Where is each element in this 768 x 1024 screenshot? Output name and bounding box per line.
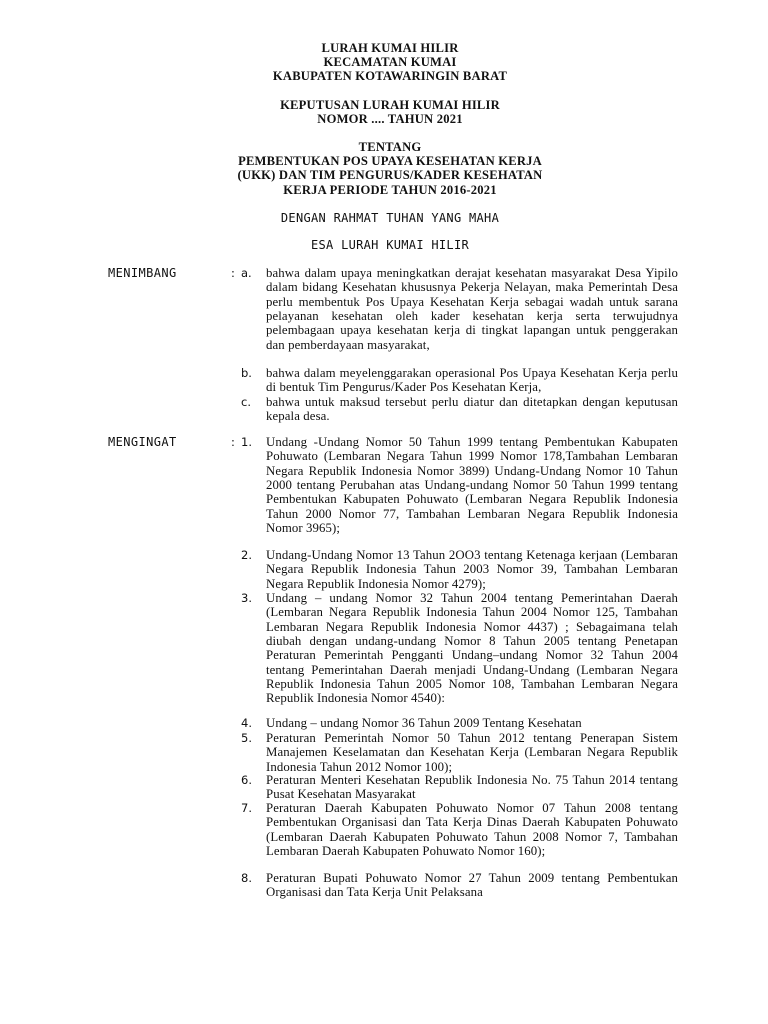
- item-text: Undang -Undang Nomor 50 Tahun 1999 tentang Pembentukan Kabupaten Pohuwato (Lembaran Negara Tahun 1999 Nomor 178,Tambahan Lembaran Negara Republik Indonesia Nomor 3899) Undang-Undang Nomor 10 Tahun 2000 tentang Perubahan atas Undang-undang Nomor 50 Tahun 1999 tentang Pembentukan Kabupaten Pohuwato (Lembaran Negara Republik Indonesia Tahun 2000 Nomor 77, Tambahan Lembaran Negara Republik Indonesia Nomor 3965);: [266, 435, 678, 536]
- item-marker: b.: [241, 366, 252, 380]
- about-label: TENTANG: [358, 140, 422, 155]
- item-marker: 2.: [241, 548, 252, 562]
- subject-line-1: PEMBENTUKAN POS UPAYA KESEHATAN KERJA: [238, 154, 542, 169]
- blessing-line-1: DENGAN RAHMAT TUHAN YANG MAHA: [280, 210, 500, 225]
- district-title: KECAMATAN KUMAI: [323, 55, 457, 70]
- mengingat-colon: :: [231, 435, 235, 449]
- document-header: [0, 41, 768, 252]
- item-text: Undang – undang Nomor 36 Tahun 2009 Tentang Kesehatan: [266, 716, 582, 730]
- decree-title: KEPUTUSAN LURAH KUMAI HILIR: [280, 97, 500, 112]
- regency-title: KABUPATEN KOTAWARINGIN BARAT: [272, 69, 508, 84]
- decree-number: NOMOR .... TAHUN 2021: [317, 111, 463, 126]
- item-text: bahwa dalam upaya meningkatkan derajat kesehatan masyarakat Desa Yipilo dalam bidang Kesehatan khususnya Pekerja Nelayan, maka Pemerintah Desa perlu membentuk Pos Upaya Kesehatan Kerja sebagai wadah untuk sarana pelayanan kesehatan oleh kader kesehatan kerja serta terwujudnya pelembagaan upaya kesehatan kerja di tingkat lapangan untuk penggerakan dan pemberdayaan masyarakat,: [266, 266, 678, 352]
- item-text: Peraturan Daerah Kabupaten Pohuwato Nomor 07 Tahun 2008 tentang Pembentukan Organisasi dan Tata Kerja Dinas Daerah Kabupaten Pohuwato (Lembaran Daerah Kabupaten Pohuwato Tahun 2008 Nomor 7, Tambahan Lembaran Daerah Kabupaten Pohuwato Nomor 160);: [266, 801, 678, 859]
- item-marker: 1.: [241, 435, 252, 449]
- item-marker: c.: [241, 395, 251, 409]
- item-marker: 8.: [241, 871, 252, 885]
- item-text: Undang-Undang Nomor 13 Tahun 2OO3 tentang Ketenaga kerjaan (Lembaran Negara Republik Indonesia Tahun 2003 Nomor 39, Tambahan Lembaran Negara Republik Indonesia Nomor 4279);: [266, 548, 678, 591]
- item-text: bahwa untuk maksud tersebut perlu diatur dan ditetapkan dengan keputusan kepala desa.: [266, 395, 678, 424]
- item-text: Undang – undang Nomor 32 Tahun 2004 tentang Pemerintahan Daerah (Lembaran Negara Republik Indonesia Tahun 2004 Nomor 125, Tambahan Lembaran Negara Republik Indonesia Nomor 4437) ; Sebagaimana telah diubah dengan undang-undang Nomor 8 Tahun 2005 tentang Penetapan Peraturan Pemerintah Pengganti Undang–undang Nomor 32 Tahun 2004 tentang Pemerintahan Daerah menjadi Undang-Undang (Lembaran Negara Republik Indonesia Tahun 2005 Nomor 108, Tambahan Lembaran Negara Republik Indonesia Nomor 4540):: [266, 591, 678, 706]
- item-marker: 6.: [241, 773, 252, 787]
- item-text: Peraturan Bupati Pohuwato Nomor 27 Tahun 2009 tentang Pembentukan Organisasi dan Tata Kerja Unit Pelaksana: [266, 871, 678, 900]
- menimbang-label: MENIMBANG: [108, 266, 177, 280]
- item-text: bahwa dalam meyelenggarakan operasional Pos Upaya Kesehatan Kerja perlu di bentuk Tim Pengurus/Kader Pos Kesehatan Kerja,: [266, 366, 678, 395]
- subject-line-3: KERJA PERIODE TAHUN 2016-2021: [283, 182, 497, 197]
- blessing-line-2: ESA LURAH KUMAI HILIR: [310, 237, 470, 252]
- item-text: Peraturan Menteri Kesehatan Republik Indonesia No. 75 Tahun 2014 tentang Pusat Kesehatan Masyarakat: [266, 773, 678, 802]
- item-marker: 5.: [241, 731, 252, 745]
- menimbang-colon: :: [231, 266, 235, 280]
- office-title: LURAH KUMAI HILIR: [321, 41, 459, 55]
- item-text: Peraturan Pemerintah Nomor 50 Tahun 2012 tentang Penerapan Sistem Manajemen Keselamatan dan Kesehatan Kerja (Lembaran Negara Republik Indonesia Tahun 2012 Nomor 100);: [266, 731, 678, 774]
- mengingat-label: MENGINGAT: [108, 435, 177, 449]
- item-marker: a.: [241, 266, 252, 280]
- item-marker: 4.: [241, 716, 252, 730]
- subject-line-2: (UKK) DAN TIM PENGURUS/KADER KESEHATAN: [237, 168, 543, 183]
- item-marker: 7.: [241, 801, 252, 815]
- item-marker: 3.: [241, 591, 252, 605]
